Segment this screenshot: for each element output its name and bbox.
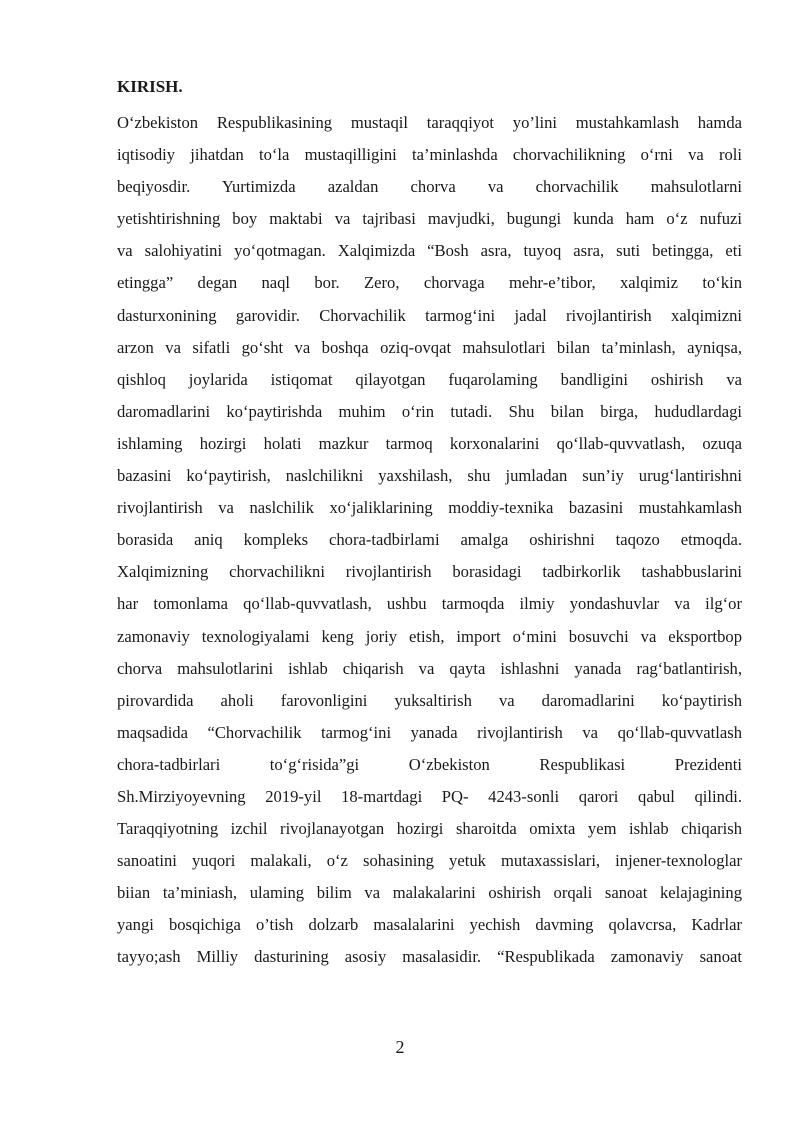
text-line: va salohiyatini yo‘qotmagan. Xalqimizda “Bosh asra, tuyoq asra, suti betingga, eti xyxy=(117,241,742,261)
text-line: sanoatini yuqori malakali, o‘z sohasining yetuk mutaxassislari, injener-texnologlar xyxy=(117,851,742,871)
body-paragraph xyxy=(117,107,742,974)
text-line: chorva mahsulotlarini ishlab chiqarish va qayta ishlashni yanada rag‘batlantirish, xyxy=(117,658,742,678)
text-line: tayyo;ash Milliy dasturining asosiy masalasidir. “Respublikada zamonaviy sanoat xyxy=(117,947,742,967)
text-line: rivojlantirish va naslchilik xo‘jaliklarining moddiy-texnika bazasini mustahkamlash xyxy=(117,498,742,518)
text-line: dasturxonining garovidir. Chorvachilik tarmog‘ini jadal rivojlantirish xalqimizni xyxy=(117,305,742,325)
text-line: Xalqimizning chorvachilikni rivojlantirish borasidagi tadbirkorlik tashabbuslarini xyxy=(117,562,742,582)
text-line: bazasini ko‘paytirish, naslchilikni yaxshilash, shu jumladan sun’iy urug‘lantirishni xyxy=(117,466,742,486)
text-line: pirovardida aholi farovonligini yuksaltirish va daromadlarini ko‘paytirish xyxy=(117,690,742,710)
text-line: biian ta’miniash, ulaming bilim va malakalarini oshirish orqali sanoat kelajagining xyxy=(117,883,742,903)
text-line: etingga” degan naql bor. Zero, chorvaga mehr-e’tibor, xalqimiz to‘kin xyxy=(117,273,742,293)
text-line: maqsadida “Chorvachilik tarmog‘ini yanada rivojlantirish va qo‘llab-quvvatlash xyxy=(117,722,742,742)
text-line: zamonaviy texnologiyalami keng joriy etish, import o‘mini bosuvchi va eksportbop xyxy=(117,626,742,646)
text-line: qishloq joylarida istiqomat qilayotgan fuqarolaming bandligini oshirish va xyxy=(117,369,742,389)
text-line: har tomonlama qo‘llab-quvvatlash, ushbu tarmoqda ilmiy yondashuvlar va ilg‘or xyxy=(117,594,742,614)
text-line: borasida aniq kompleks chora-tadbirlami amalga oshirishni taqozo etmoqda. xyxy=(117,530,742,550)
section-heading: KIRISH. xyxy=(117,77,183,96)
text-line: yetishtirishning boy maktabi va tajribasi mavjudki, bugungi kunda ham o‘z nufuzi xyxy=(117,209,742,229)
page-number: 2 xyxy=(395,1037,405,1057)
text-line: yangi bosqichiga o’tish dolzarb masalalarini yechish davming qolavcrsa, Kadrlar xyxy=(117,915,742,935)
text-line: Taraqqiyotning izchil rivojlanayotgan hozirgi sharoitda omixta yem ishlab chiqarish xyxy=(117,819,742,839)
text-line: daromadlarini ko‘paytirishda muhim o‘rin tutadi. Shu bilan birga, hududlardagi xyxy=(117,401,742,421)
text-line: O‘zbekiston Respublikasining mustaqil taraqqiyot yo’lini mustahkamlash hamda xyxy=(117,113,742,132)
text-line: beqiyosdir. Yurtimizda azaldan chorva va chorvachilik mahsulotlarni xyxy=(117,177,742,197)
text-line: iqtisodiy jihatdan to‘la mustaqilligini ta’minlashda chorvachilikning o‘rni va roli xyxy=(117,145,742,165)
text-line: ishlaming hozirgi holati mazkur tarmoq korxonalarini qo‘llab-quvvatlash, ozuqa xyxy=(117,433,742,453)
text-line: Sh.Mirziyoyevning 2019-yil 18-martdagi PQ- 4243-sonli qarori qabul qilindi. xyxy=(117,786,742,806)
text-line: arzon va sifatli go‘sht va boshqa oziq-ovqat mahsulotlari bilan ta’minlash, ayniqsa, xyxy=(117,337,742,357)
text-line: chora-tadbirlari to‘g‘risida”gi O‘zbekiston Respublikasi Prezidenti xyxy=(117,754,742,774)
